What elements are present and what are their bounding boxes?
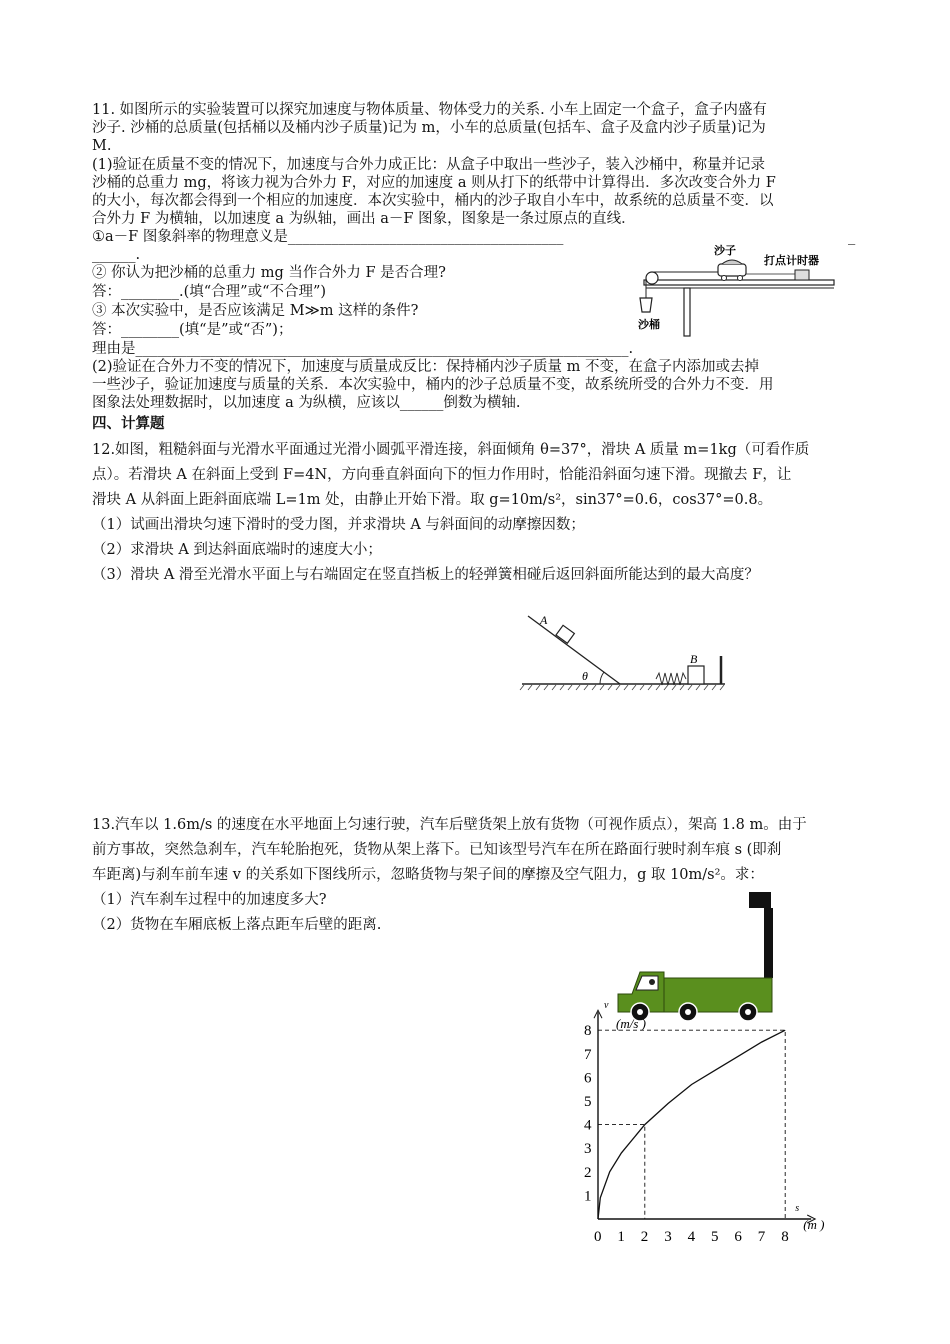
q11-line: 理由是____________________________________________________________________. xyxy=(92,341,634,357)
y-tick-label: 3 xyxy=(584,1141,592,1158)
section-title: 四、计算题 xyxy=(92,415,165,432)
q12-line: （1）试画出滑块匀速下滑时的受力图，并求滑块 A 与斜面间的动摩擦因数； xyxy=(92,517,585,533)
fig-label-timer: 打点计时器 xyxy=(764,255,819,267)
fig-label-bucket: 沙桶 xyxy=(638,319,660,331)
y-axis-unit: (m/s ) xyxy=(616,1016,646,1032)
q11-line: 一些沙子，验证加速度与质量的关系．本次实验中，桶内的沙子总质量不变，故系统所受的合外力不变．用 xyxy=(92,377,774,393)
x-tick-label: 2 xyxy=(640,1229,649,1245)
q11-line: 沙子. 沙桶的总质量(包括桶以及桶内沙子质量)记为 m，小车的总质量(包括车、盒子及盒内沙子质量)记为 xyxy=(92,120,766,136)
q13-line: 前方事故，突然急刹车，汽车轮胎抱死，货物从架上落下。已知该型号汽车在所在路面行驶时刹车痕 s (即刹 xyxy=(92,842,782,858)
q11-apparatus-figure xyxy=(632,240,837,340)
v-s-chart xyxy=(575,1000,845,1250)
q12-line: 12.如图，粗糙斜面与光滑水平面通过光滑小圆弧平滑连接，斜面倾角 θ=37°，滑块 A 质量 m=1kg（可看作质 xyxy=(92,442,810,458)
x-tick-label: 1 xyxy=(617,1229,625,1245)
q12-line: 滑块 A 从斜面上距斜面底端 L=1m 处，由静止开始下滑。取 g=10m/s²，sin37°=0.6，cos37°=0.8。 xyxy=(92,492,773,508)
y-axis-label: v xyxy=(604,1000,609,1012)
q11-line: 答：________.(填“合理”或“不合理”) xyxy=(92,284,327,300)
q11-line: 答：________(填“是”或“否”)； xyxy=(92,322,293,338)
x-tick-label: 7 xyxy=(757,1229,766,1245)
fig-label-sand: 沙子 xyxy=(714,245,736,257)
q12-line: （2）求滑块 A 到达斜面底端时的速度大小； xyxy=(92,542,382,558)
y-tick-label: 4 xyxy=(584,1117,592,1134)
q12-line: 点）。若滑块 A 在斜面上受到 F=4N，方向垂直斜面向下的恒力作用时，恰能沿斜面匀速下滑。现撤去 F，让 xyxy=(92,467,792,483)
x-tick-label: 6 xyxy=(734,1229,742,1245)
x-tick-label: 4 xyxy=(687,1229,696,1245)
truck-illustration xyxy=(612,890,782,1020)
x-tick-label: 3 xyxy=(664,1229,672,1245)
q13-line: 13.汽车以 1.6m/s 的速度在水平地面上匀速行驶，汽车后壁货架上放有货物（可视作质点），架高 1.8 m。由于 xyxy=(92,817,807,833)
x-axis-label: s xyxy=(795,1203,800,1214)
guide-line-0 xyxy=(598,1125,645,1219)
q11-line: (1)验证在质量不变的情况下，加速度与合外力成正比：从盒子中取出一些沙子，装入沙桶中，称量并记录 xyxy=(92,157,766,173)
q12-line: （3）滑块 A 滑至光滑水平面上与右端固定在竖直挡板上的轻弹簧相碰后返回斜面所能达到的最大高度？ xyxy=(92,567,759,583)
y-tick-label: 7 xyxy=(584,1046,592,1063)
x-tick-label: 0 xyxy=(594,1229,602,1245)
fig-label-b: B xyxy=(690,652,698,666)
q12-incline-figure xyxy=(520,608,730,693)
q11-line: M. xyxy=(92,138,112,154)
fig-label-theta: θ xyxy=(582,669,588,683)
q11-line: ______. xyxy=(92,247,141,263)
q11-line: 11. 如图所示的实验装置可以探究加速度与物体质量、物体受力的关系. 小车上固定一个盒子，盒子内盛有 xyxy=(92,102,767,118)
y-tick-label: 6 xyxy=(584,1070,592,1087)
q11-line: (2)验证在合外力不变的情况下，加速度与质量成反比：保持桶内沙子质量 m 不变，在盒子内添加或去掉 xyxy=(92,359,760,375)
y-tick-label: 1 xyxy=(584,1188,592,1205)
q13-line: 车距离)与刹车前车速 v 的关系如下图线所示，忽略货物与架子间的摩擦及空气阻力，g 取 10m/s²。求： xyxy=(92,867,764,883)
q11-line: ③ 本次实验中，是否应该满足 M≫m 这样的条件? xyxy=(92,303,419,319)
x-tick-label: 8 xyxy=(781,1229,789,1245)
q11-dash: _ xyxy=(848,229,856,245)
q11-line: 沙桶的总重力 mg，将该力视为合外力 F，对应的加速度 a 则从打下的纸带中计算得出．多次改变合外力 F xyxy=(92,175,776,191)
x-tick-label: 5 xyxy=(711,1229,719,1245)
q11-line: 合外力 F 为横轴，以加速度 a 为纵轴，画出 a－F 图象，图象是一条过原点的直线． xyxy=(92,211,636,227)
q11-line: ①a－F 图象斜率的物理意义是______________________________________ xyxy=(92,229,564,245)
y-tick-label: 8 xyxy=(584,1023,592,1040)
fig-label-a: A xyxy=(540,613,548,627)
y-tick-label: 2 xyxy=(584,1164,592,1181)
q13-line: （2）货物在车厢底板上落点距车后壁的距离. xyxy=(92,917,382,933)
q13-line: （1）汽车刹车过程中的加速度多大? xyxy=(92,892,327,908)
q11-line: ② 你认为把沙桶的总重力 mg 当作合外力 F 是否合理? xyxy=(92,265,446,281)
q11-line: 图象法处理数据时，以加速度 a 为纵横，应该以______倒数为横轴. xyxy=(92,395,521,411)
x-axis-unit: (m ) xyxy=(803,1217,825,1232)
y-tick-label: 5 xyxy=(584,1094,592,1110)
q11-line: 的大小，每次都会得到一个相应的加速度．本次实验中，桶内的沙子取自小车中，故系统的总质量不变．以 xyxy=(92,193,774,209)
